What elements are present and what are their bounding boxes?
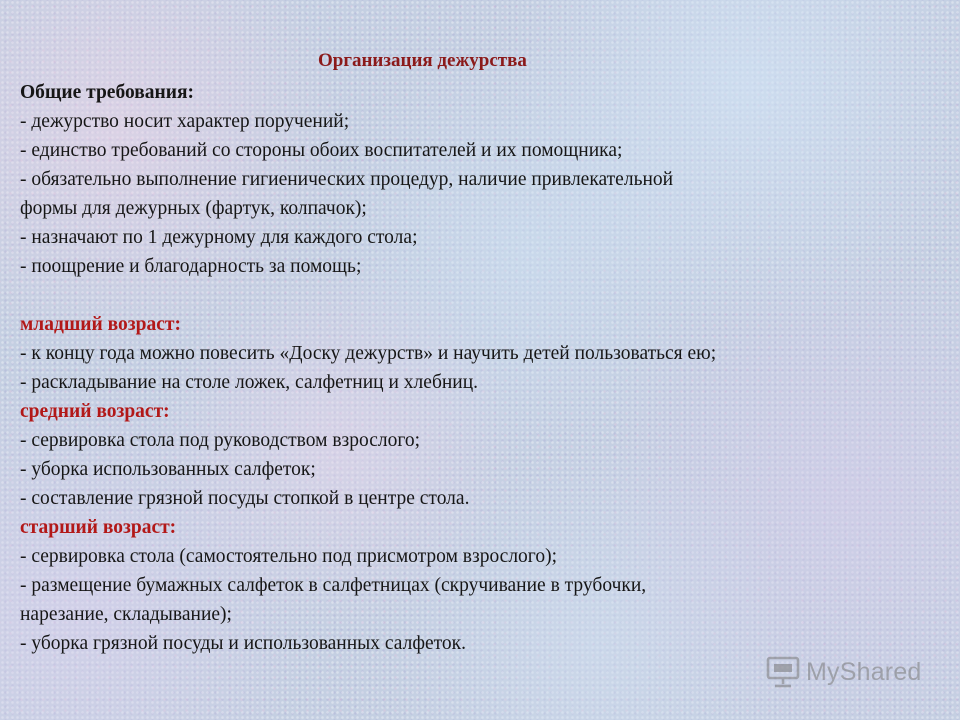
senior-item: - уборка грязной посуды и использованных салфеток.	[20, 633, 466, 654]
junior-item: - к концу года можно повесить «Доску дежурств» и научить детей пользоваться ею;	[20, 343, 717, 364]
slide-content	[20, 78, 940, 658]
junior-item: - раскладывание на столе ложек, салфетниц и хлебниц.	[20, 372, 479, 393]
general-item: - назначают по 1 дежурному для каждого стола;	[20, 227, 418, 248]
middle-item: - составление грязной посуды стопкой в центре стола.	[20, 488, 470, 509]
general-requirements-heading: Общие требования:	[20, 82, 195, 103]
middle-item: - сервировка стола под руководством взрослого;	[20, 430, 421, 451]
section-spacer	[20, 281, 940, 310]
presentation-board-icon	[766, 656, 800, 688]
slide-title: Организация дежурства	[318, 50, 527, 71]
general-item: формы для дежурных (фартук, колпачок);	[20, 198, 367, 219]
general-item: - поощрение и благодарность за помощь;	[20, 256, 362, 277]
junior-age-heading: младший возраст:	[20, 314, 181, 335]
general-item: - единство требований со стороны обоих воспитателей и их помощника;	[20, 140, 623, 161]
senior-item: - размещение бумажных салфеток в салфетницах (скручивание в трубочки,	[20, 575, 647, 596]
middle-item: - уборка использованных салфеток;	[20, 459, 316, 480]
senior-item: - сервировка стола (самостоятельно под присмотром взрослого);	[20, 546, 557, 567]
middle-age-heading: средний возраст:	[20, 401, 170, 422]
general-item: - обязательно выполнение гигиенических процедур, наличие привлекательной	[20, 169, 674, 190]
general-item: - дежурство носит характер поручений;	[20, 111, 350, 132]
myshared-watermark	[766, 656, 922, 688]
senior-item: нарезание, складывание);	[20, 604, 232, 625]
senior-age-heading: старший возраст:	[20, 517, 177, 538]
watermark-text: MyShared	[806, 657, 922, 686]
